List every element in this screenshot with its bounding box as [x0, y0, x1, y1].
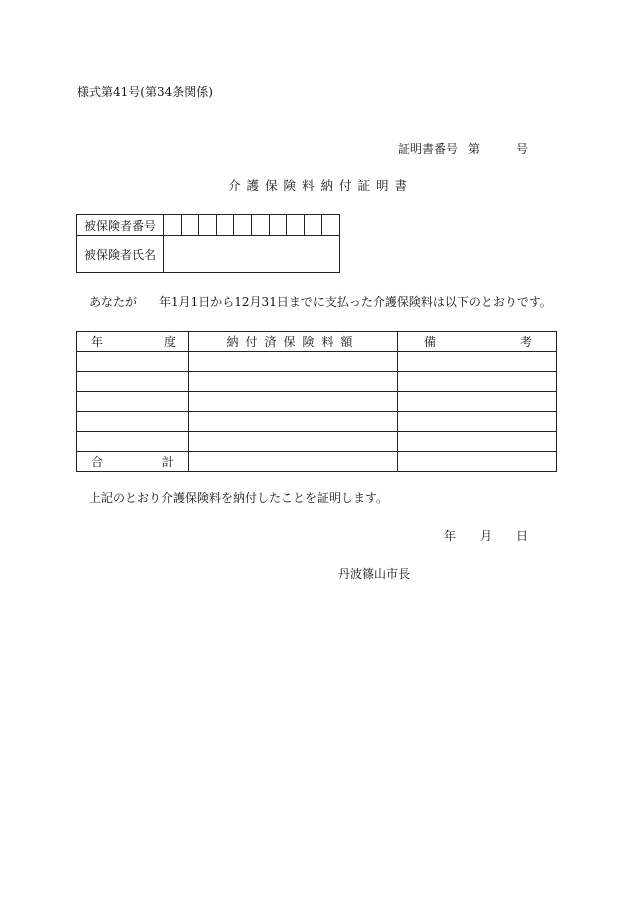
insured-person-table: [76, 214, 340, 273]
insured-number-box[interactable]: [287, 215, 305, 235]
certification-statement: 上記のとおり介護保険料を納付したことを証明します。: [89, 491, 389, 505]
table-header-row: [77, 332, 557, 352]
remarks-cell[interactable]: [398, 392, 557, 412]
certificate-number-suffix: 号: [516, 142, 529, 156]
year-cell[interactable]: [77, 352, 189, 372]
total-label-b: 計: [161, 455, 174, 469]
year-header-b: 度: [163, 335, 176, 349]
year-cell[interactable]: [77, 392, 189, 412]
certificate-number-prefix: 第: [468, 142, 481, 156]
insured-number-box[interactable]: [199, 215, 217, 235]
table-row: [77, 412, 557, 432]
table-row: [77, 432, 557, 452]
year-cell[interactable]: [77, 432, 189, 452]
insured-number-row: [77, 215, 339, 236]
remarks-header-a: 備: [424, 335, 437, 349]
remarks-header: [398, 332, 557, 352]
statement-lead: あなたが: [89, 295, 138, 309]
form-number: 様式第41号(第34条関係): [77, 85, 213, 99]
insured-name-row: [77, 235, 339, 273]
amount-cell[interactable]: [189, 412, 398, 432]
insured-number-box[interactable]: [164, 215, 182, 235]
date-month-label: 月: [480, 529, 493, 543]
insured-number-box[interactable]: [270, 215, 288, 235]
date-day-label: 日: [516, 529, 529, 543]
table-row: [77, 372, 557, 392]
statement-body: 年1月1日から12月31日までに支払った介護保険料は以下のとおりです。: [159, 295, 552, 309]
year-cell[interactable]: [77, 412, 189, 432]
remarks-header-b: 考: [519, 335, 532, 349]
insured-number-label: 被保険者番号: [77, 215, 164, 235]
insured-number-box[interactable]: [322, 215, 339, 235]
year-header-a: 年: [91, 335, 104, 349]
amount-cell[interactable]: [189, 392, 398, 412]
insured-name-label: 被保険者氏名: [77, 235, 164, 273]
amount-cell[interactable]: [189, 372, 398, 392]
remarks-cell[interactable]: [398, 432, 557, 452]
insured-number-box[interactable]: [305, 215, 323, 235]
remarks-cell[interactable]: [398, 352, 557, 372]
payment-table: [76, 331, 557, 472]
amount-header-label: 納付済保険料額: [226, 335, 360, 349]
insured-number-boxes[interactable]: [164, 215, 339, 235]
table-row: [77, 352, 557, 372]
total-amount-cell[interactable]: [189, 452, 398, 472]
document-title: 介護保険料納付証明書: [228, 178, 414, 193]
remarks-cell[interactable]: [398, 412, 557, 432]
remarks-cell[interactable]: [398, 372, 557, 392]
insured-number-box[interactable]: [252, 215, 270, 235]
insured-number-box[interactable]: [217, 215, 235, 235]
year-header: [77, 332, 189, 352]
amount-cell[interactable]: [189, 352, 398, 372]
total-row: [77, 452, 557, 472]
total-label-a: 合: [91, 455, 104, 469]
insured-number-box[interactable]: [234, 215, 252, 235]
total-remarks-cell[interactable]: [398, 452, 557, 472]
year-cell[interactable]: [77, 372, 189, 392]
table-row: [77, 392, 557, 412]
date-year-label: 年: [444, 529, 457, 543]
payment-statement: [89, 296, 552, 308]
issuer-name: 丹波篠山市長: [338, 567, 411, 581]
amount-cell[interactable]: [189, 432, 398, 452]
amount-header: [189, 332, 398, 352]
insured-number-box[interactable]: [182, 215, 200, 235]
certificate-number-label: 証明書番号: [398, 142, 459, 156]
total-label: [77, 452, 189, 472]
